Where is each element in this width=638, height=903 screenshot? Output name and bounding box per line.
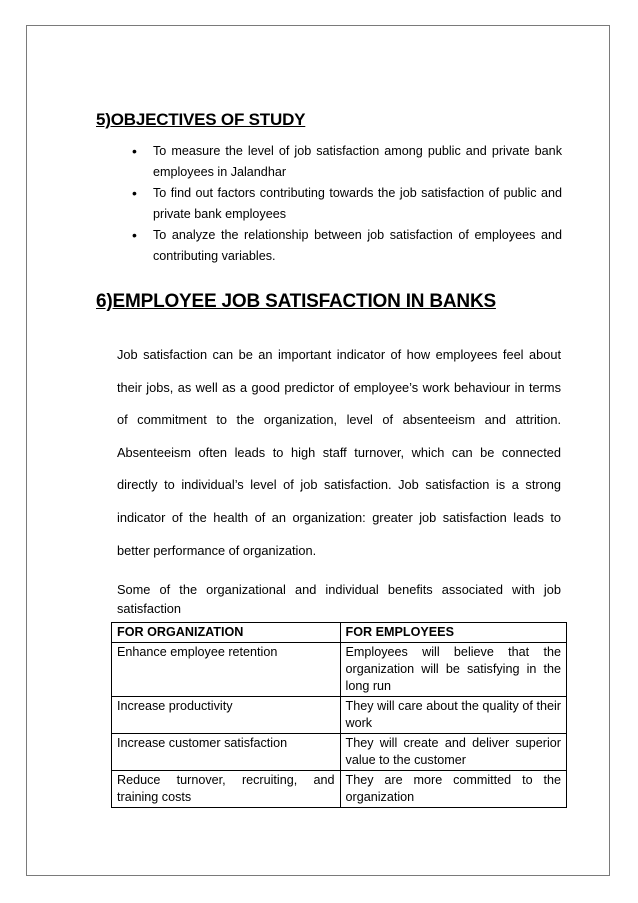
table-row (112, 697, 567, 734)
header-organization: FOR ORGANIZATION (112, 623, 341, 643)
benefits-table (111, 622, 567, 808)
objective-item: • To analyze the relationship between job satisfaction of employees and contributing variables. (132, 225, 562, 267)
satisfaction-paragraph: Job satisfaction can be an important indicator of how employees feel about their jobs, as well as a good predictor of employee’s work behaviour in terms of commitment to the organization, level of absenteeism and attrition. Absenteeism often leads to high staff turnover, which can be connected directly to individual’s level of job satisfaction. Job satisfaction is a strong indicator of the health of an organization: greater job satisfaction leads to better performance of organization. (117, 347, 561, 558)
employee-benefit: They are more committed to the organization (340, 771, 566, 808)
employee-benefit: They will create and deliver superior value to the customer (340, 734, 566, 771)
header-employees: FOR EMPLOYEES (340, 623, 566, 643)
organization-benefit: Increase customer satisfaction (112, 734, 341, 771)
table-row (112, 643, 567, 697)
objective-item: • To measure the level of job satisfaction among public and private bank employees in Jalandhar (132, 141, 562, 183)
section-heading-objectives: 5)OBJECTIVES OF STUDY (96, 110, 306, 129)
benefits-intro: Some of the organizational and individual benefits associated with job satisfaction (117, 582, 561, 616)
organization-benefit: Enhance employee retention (112, 643, 341, 697)
table-header-row (112, 623, 567, 643)
employee-benefit: Employees will believe that the organization will be satisfying in the long run (340, 643, 566, 697)
section-heading-satisfaction: 6)EMPLOYEE JOB SATISFACTION IN BANKS (96, 291, 496, 312)
objective-item: • To find out factors contributing towards the job satisfaction of public and private bank employees (132, 183, 562, 225)
objectives-list (132, 141, 562, 267)
employee-benefit: They will care about the quality of their work (340, 697, 566, 734)
table-row (112, 771, 567, 808)
organization-benefit: Increase productivity (112, 697, 341, 734)
organization-benefit: Reduce turnover, recruiting, and training costs (112, 771, 341, 808)
table-row (112, 734, 567, 771)
